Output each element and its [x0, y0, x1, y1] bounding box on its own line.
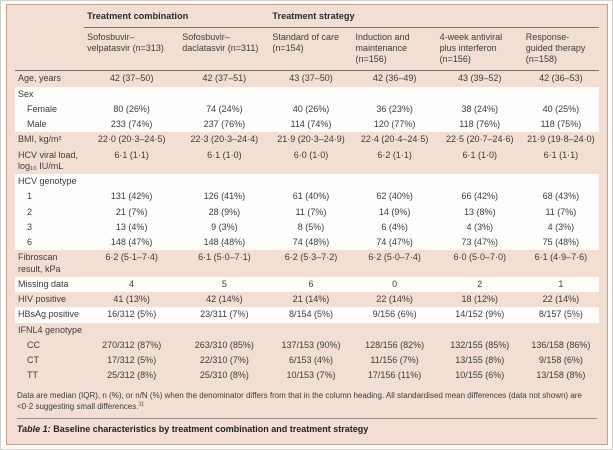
table-cell: 74 (24%) — [206, 103, 243, 114]
table-cell: 8/157 (5%) — [538, 309, 583, 320]
table-cell: 11 (7%) — [295, 206, 327, 217]
table-row-hcv-genotype-group — [15, 174, 599, 189]
row-label: HCV viral load, log₁₀ IU/mL — [18, 149, 79, 171]
table-row-hbsag-positive — [15, 307, 599, 322]
table-cell: 68 (43%) — [542, 191, 580, 202]
table-cell: 23/311 (7%) — [200, 309, 249, 320]
table-cell: 13 (8%) — [463, 206, 496, 217]
table-row-fibroscan — [15, 250, 599, 277]
baseline-characteristics-table — [15, 8, 599, 384]
row-label: 6 — [27, 237, 33, 247]
table-cell: 42 (37–51) — [202, 73, 247, 84]
table-footnote — [15, 384, 599, 417]
group-header-treatment-combination: Treatment combination — [84, 8, 269, 27]
column-header-4-week-antiviral: 4-week antiviral plus interferon (n=156) — [437, 27, 523, 71]
table-cell: 4 (3%) — [547, 221, 575, 232]
table-cell: 6·1 (1·0) — [207, 149, 242, 160]
table-cell: 6·2 (1·1) — [377, 149, 412, 160]
table-cell: 5 — [221, 278, 227, 289]
row-label: Fibroscan result, kPa — [18, 252, 61, 274]
row-label: CC — [27, 339, 40, 350]
table-row-sex-group — [15, 87, 599, 102]
table-cell: 25/312 (8%) — [107, 370, 157, 381]
table-row-male — [15, 117, 599, 132]
row-group-label: HCV genotype — [18, 176, 77, 186]
table-cell: 9/156 (6%) — [372, 309, 417, 320]
table-cell: 22·0 (20·3–24·5) — [97, 134, 166, 145]
table-cell: 21·9 (19·8–24·0) — [527, 134, 595, 145]
row-label: Missing data — [18, 278, 69, 289]
table-cell: 2 — [477, 278, 483, 289]
table-row-tt — [15, 368, 599, 383]
table-cell: 43 (39–52) — [457, 73, 502, 84]
row-label: Male — [27, 119, 47, 129]
row-label: Age, years — [18, 73, 62, 84]
table-cell: 42 (36–49) — [372, 73, 417, 84]
table-cell: 61 (40%) — [292, 191, 330, 202]
row-label: HBsAg positive — [18, 309, 80, 320]
table-cell: 4 (3%) — [466, 221, 493, 232]
table-cell: 62 (40%) — [376, 191, 413, 202]
table-cell: 118 (75%) — [540, 119, 582, 129]
table-row-bmi — [15, 132, 599, 147]
corner-cell — [15, 27, 84, 71]
table-cell: 41 (13%) — [113, 294, 150, 304]
table-cell: 74 (48%) — [292, 237, 330, 247]
table-cell: 14 (9%) — [378, 206, 411, 217]
row-label: 2 — [27, 206, 33, 217]
group-header-treatment-strategy: Treatment strategy — [269, 8, 599, 27]
table-cell: 9/158 (6%) — [538, 355, 583, 365]
table-row-ifnl4-group — [15, 323, 599, 338]
row-group-label: IFNL4 genotype — [18, 324, 83, 335]
table-row-cc — [15, 338, 599, 353]
table-row-missing-data — [15, 277, 599, 292]
table-row-hiv-positive — [15, 292, 599, 307]
table-cell: 25/310 (8%) — [199, 370, 249, 381]
table-cell: 75 (48%) — [542, 237, 580, 247]
table-cell: 132/155 (85%) — [450, 339, 510, 350]
table-cell: 270/312 (87%) — [102, 339, 162, 350]
table-cell: 120 (77%) — [373, 119, 416, 129]
table-cell: 16/312 (5%) — [107, 309, 157, 320]
table-cell: 6·1 (1·1) — [543, 149, 579, 160]
column-header-induction-maintenance: Induction and maintenance (n=156) — [353, 27, 437, 71]
table-cell: 42 (37–50) — [109, 73, 154, 84]
table-cell: 21 (14%) — [292, 294, 330, 304]
table-cell: 136/158 (86%) — [531, 339, 591, 350]
table-cell: 11 (7%) — [545, 206, 577, 217]
table-cell: 80 (26%) — [113, 103, 150, 114]
table-cell: 263/310 (85%) — [194, 339, 254, 350]
table-cell: 126 (41%) — [203, 191, 246, 202]
table-row-hcv-viral-load — [15, 148, 599, 175]
column-header-row — [15, 27, 599, 71]
table-cell: 13 (4%) — [115, 221, 148, 232]
table-cell: 21 (7%) — [115, 206, 148, 217]
table-cell: 6/153 (4%) — [288, 355, 333, 365]
row-label: 1 — [27, 191, 33, 202]
table-row-genotype-2 — [15, 205, 599, 220]
table-cell: 6·2 (5·3–7·2) — [284, 252, 338, 263]
table-cell: 13/158 (8%) — [536, 370, 586, 381]
table-cell: 237 (76%) — [203, 119, 246, 129]
table-cell: 6 (4%) — [381, 221, 408, 232]
table-cell: 22 (14%) — [376, 294, 413, 304]
table-row-age — [15, 71, 599, 87]
table-cell: 8/154 (5%) — [288, 309, 333, 320]
table-row-genotype-6 — [15, 235, 599, 250]
footnote-reference: 11 — [138, 401, 145, 408]
table-cell: 114 (74%) — [290, 119, 332, 129]
caption-label: Table 1: — [17, 423, 51, 434]
table-cell: 22·3 (20·3–24·4) — [190, 134, 259, 145]
table-cell: 148 (47%) — [110, 237, 153, 247]
table-cell: 9 (3%) — [211, 221, 238, 232]
table-cell: 21·9 (20·3–24·9) — [277, 134, 345, 145]
table-cell: 118 (76%) — [459, 119, 501, 129]
table-cell: 6·2 (5·0–7·4) — [368, 252, 421, 263]
row-label: Female — [27, 103, 58, 114]
table-cell: 22 (14%) — [542, 294, 580, 304]
table-row-ct — [15, 353, 599, 368]
row-label: TT — [27, 370, 38, 381]
table-cell: 6·1 (1·1) — [114, 149, 149, 160]
table-cell: 43 (37–50) — [289, 73, 333, 84]
table-cell: 10/155 (6%) — [455, 370, 505, 381]
table-row-female — [15, 102, 599, 117]
table-row-genotype-3 — [15, 220, 599, 235]
table-cell: 6·2 (5·1–7·4) — [105, 252, 158, 263]
corner-cell — [15, 8, 84, 27]
column-header-standard-of-care: Standard of care (n=154) — [269, 27, 352, 71]
table-cell: 36 (23%) — [376, 103, 413, 114]
table-cell: 6·1 (5·0–7·1) — [198, 252, 251, 263]
table-cell: 131 (42%) — [110, 191, 153, 202]
footnote-text: Data are median (IQR), n (%), or n/N (%) when the denominator differs from that in the column heading. All standardised mean differences (data not shown) are <0·2 suggesting small differences. — [17, 390, 582, 411]
table-cell: 6·0 (1·0) — [293, 149, 329, 160]
table-cell: 4 — [129, 278, 135, 289]
table-cell: 18 (12%) — [461, 294, 498, 304]
table-cell: 22·5 (20·7–24·6) — [445, 134, 514, 145]
table-panel — [6, 4, 608, 445]
table-cell: 22·4 (20·4–24·5) — [360, 134, 429, 145]
row-label: BMI, kg/m² — [18, 134, 62, 145]
table-cell: 6·1 (1·0) — [462, 149, 497, 160]
table-cell: 13/155 (8%) — [455, 355, 505, 365]
row-label: 3 — [27, 221, 33, 232]
table-cell: 74 (47%) — [376, 237, 413, 247]
row-group-label: Sex — [18, 88, 34, 99]
table-cell: 1 — [558, 278, 564, 289]
table-cell: 73 (47%) — [461, 237, 498, 247]
table-cell: 148 (48%) — [203, 237, 246, 247]
table-cell: 10/153 (7%) — [286, 370, 336, 381]
table-cell: 28 (9%) — [208, 206, 241, 217]
table-cell: 66 (42%) — [461, 191, 498, 202]
table-cell: 42 (36–53) — [539, 73, 583, 84]
table-cell: 14/152 (9%) — [455, 309, 505, 320]
table-cell: 38 (24%) — [461, 103, 498, 114]
table-row-genotype-1 — [15, 189, 599, 204]
table-cell: 137/153 (90%) — [281, 339, 341, 350]
row-label: HIV positive — [18, 294, 67, 304]
row-label: CT — [27, 355, 39, 365]
column-header-response-guided: Response-guided therapy (n=158) — [523, 27, 599, 71]
table-cell: 22/310 (7%) — [199, 355, 249, 365]
table-cell: 233 (74%) — [110, 119, 153, 129]
table-caption — [15, 419, 599, 440]
table-cell: 17/156 (11%) — [367, 370, 422, 381]
table-cell: 6 — [308, 278, 314, 289]
table-cell: 8 (5%) — [297, 221, 325, 232]
column-header-sofosbuvir-velpatasvir: Sofosbuvir–velpatasvir (n=313) — [84, 27, 179, 71]
table-cell: 40 (26%) — [292, 103, 330, 114]
table-cell: 0 — [392, 278, 398, 289]
table-cell: 42 (14%) — [206, 294, 243, 304]
table-cell: 128/156 (82%) — [365, 339, 425, 350]
table-cell: 17/312 (5%) — [107, 355, 157, 365]
table-cell: 11/156 (7%) — [370, 355, 419, 365]
caption-text: Baseline characteristics by treatment combination and treatment strategy — [53, 423, 369, 434]
group-header-row — [15, 8, 599, 27]
table-cell: 6·1 (4·9–7·6) — [534, 252, 588, 263]
table-cell: 6·0 (5·0–7·0) — [453, 252, 506, 263]
table-cell: 40 (25%) — [542, 103, 580, 114]
column-header-sofosbuvir-daclatasvir: Sofosbuvir–daclatasvir (n=311) — [179, 27, 269, 71]
